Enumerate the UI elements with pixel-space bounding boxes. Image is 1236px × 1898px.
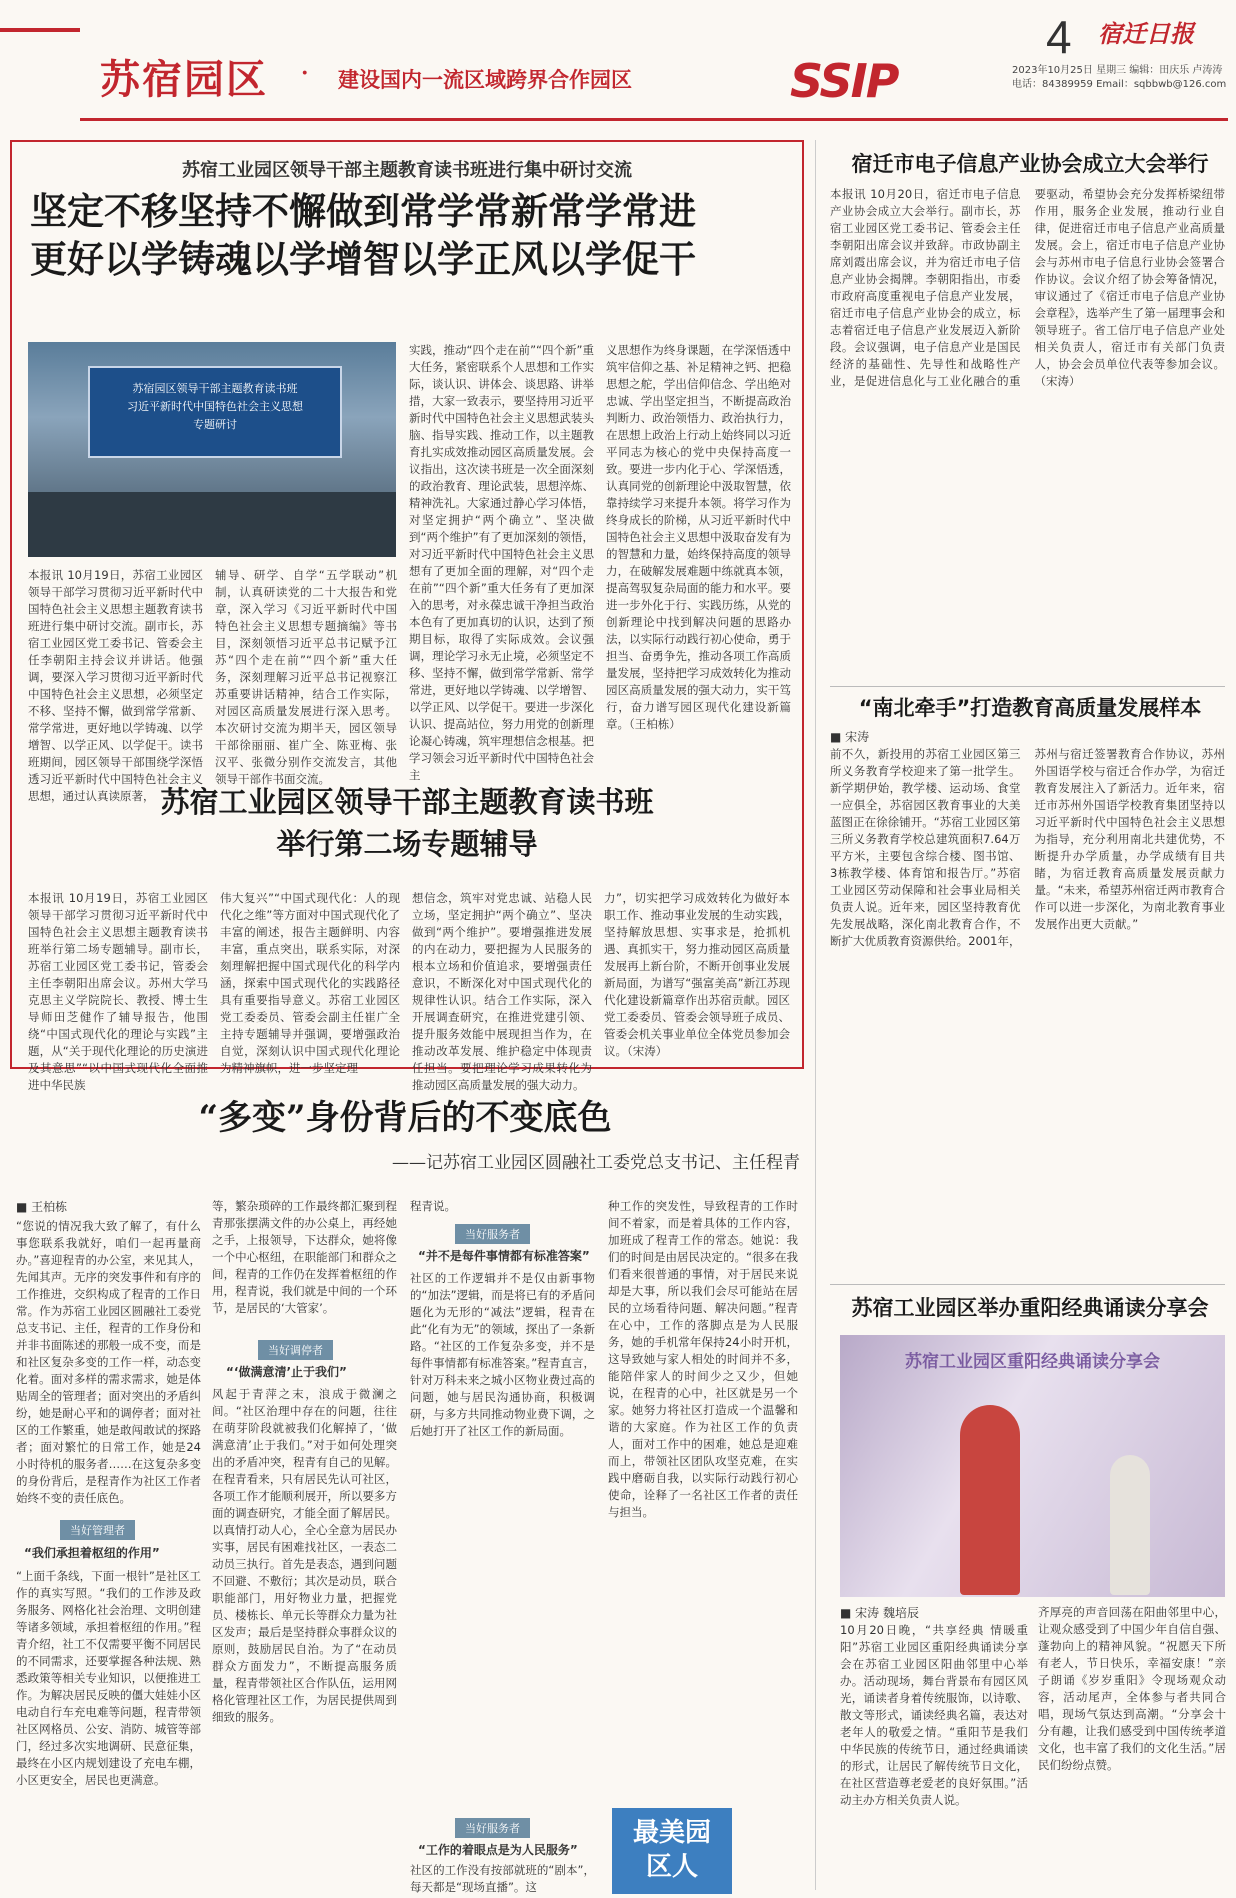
page-header (0, 0, 1236, 108)
feature-col1-text2: “上面千条线，下面一根针”是社区工作的真实写照。“我们的工作涉及政务服务、网格化社会治理、文明创建等诸多领域，承担着枢纽的作用。”程青介绍，社工不仅需要平衡不同居民的不同需求，还要掌握各种法规、熟悉政策等相关专业知识，以便推进工作。为解决居民反映的僵大娃娃小区电动自行车充电难等问题，程青带领社区网格员、公安、消防、城管等部门，经过多次实地调研、民意征集，最终在小区内规划建设了充电车棚，小区更安全，居民也更满意。 (16, 1569, 201, 1787)
feature-col1-text: “您说的情况我大致了解了，有什么事您联系我就好，咱们一起再量商办。”喜迎程青的办公室，来见其人，先闻其声。无序的突发事件和有序的工作推进，交织构成了程青的工作日常。作为苏宿工业园区圆融社工委党总支书记、主任，程青的工作身份和并非书面陈述的那般一成不变，而是和社区复杂多变的工作一样，动态变化着。面对多样的需求需求，她是体贴周全的管理者；面对突出的矛盾纠纷，她是耐心平和的调停者；面对社区的工作繁重，她是敢闯敢试的探路者；面对繁忙的日常工作，她是24小时待机的服务者……在这复杂多变的身份背后，是程青作为社区工作者始终不变的责任底色。 (16, 1219, 201, 1505)
feature-col3-tag2: 当好服务者 (455, 1818, 530, 1838)
feature-col1-tag: 当好管理者 (60, 1520, 135, 1540)
section-slogan: 建设国内一流区域跨界合作园区 (338, 67, 632, 92)
second-body-col2: 伟大复兴”“中国式现代化：人的现代化之维”等方面对中国式现代化了丰富的阐述，报告主题鲜明、内容丰富，重点突出，联系实际，对深刻理解把握中国式现代化的科学内涵，探索中国式现代化的实践路径具有重要指导意义。苏宿工业园区党工委委员、管委会副主任崔广全主持专题辅导并强调，要增强政治自觉，深刻认识中国式现代化理论为精神旗帜，进一步坚定理 (220, 891, 400, 1075)
right-divider2 (830, 1284, 1225, 1285)
main-body-col1: 本报讯 10月19日，苏宿工业园区领导干部学习贯彻习近平新时代中国特色社会主义思想主题教育读书班进行集中研讨交流。副市长，苏宿工业园区党工委书记、管委会主任李朝阳主持会议并讲话。他强调，要深入学习贯彻习近平新时代中国特色社会主义思想，必须坚定不移、坚持不懈，做到常学常新、常学常进，更好地以学铸魂、以学增智、以学正风、以学促干。读书班期间，园区领导干部围绕学深悟透习近平新时代中国特色社会主义思想，通过认真读原著， (28, 568, 203, 803)
header-accent-bar (0, 28, 80, 32)
feature-col3-subhead: “并不是每件事情都有标准答案” (418, 1249, 590, 1263)
second-body-col4: 力”，切实把学习成效转化为做好本职工作、推动事业发展的生动实践，坚持解放思想、实事求是，抢抓机遇、真抓实干，努力推动园区高质量发展再上新台阶，不断开创事业发展新局面，为谱写“强富美高”新江苏现代化建设新篇章作出苏宿贡献。园区党工委委员、管委会领导班子成员、管委会机关事业单位全体党员参加会议。（宋涛） (604, 891, 790, 1058)
seminar-photo (28, 342, 396, 557)
recital-banner: 苏宿工业园区重阳经典诵读分享会 (905, 1352, 1160, 1372)
main-title-line1: 坚定不移坚持不懈做到常学常新常学常进 (30, 190, 696, 233)
best-park-people-badge (612, 1808, 732, 1894)
audience (28, 492, 396, 557)
main-title-line2: 更好以学铸魂以学增智以学正风以学促干 (30, 238, 696, 281)
feature-col4-text: 种工作的突发性，导致程青的工作时间不着家，而是着具体的工作内容，加班成了程青工作的常态。她说：我们的时间是由居民决定的。“很多在我们看来很普通的事情，对于居民来说却是大事，所以我们会尽可能站在居民的立场看待问题、解决问题。”程青在心中，工作的落脚点是为人民服务，她的手机常年保持24小时开机，这导致她与家人相处的时间并不多，能陪伴家人的时间少之又少，但她说，在程青的心中，社区就是另一个家。她努力将社区打造成一个温馨和谐的大家庭。作为社区工作的负责人，面对工作中的困难，她总是迎难而上，带领社区团队攻坚克难，在实践中磨砺自我，以实际行动践行初心使命，诠释了一名社区工作者的责任与担当。 (608, 1199, 798, 1519)
right-article3-author-name: 宋涛 魏培辰 (855, 1606, 919, 1620)
phone-line: 电话：84389959 Email：sqbbwb@126.com (1012, 79, 1227, 90)
feature-col2-tag: 当好调停者 (258, 1340, 333, 1360)
second-title-line1: 苏宿工业园区领导干部主题教育读书班 (160, 785, 654, 819)
right-article3-author: ■ 宋涛 魏培辰 (840, 1606, 919, 1620)
right-article2-title: “南北牵手”打造教育高质量发展样本 (858, 696, 1202, 720)
feature-title: “多变”身份背后的不变底色 (198, 1098, 612, 1138)
banner-line2: 习近平新时代中国特色社会主义思想 (127, 400, 303, 413)
date-line: 2023年10月25日 星期三 编辑：田庆乐 卢涛涛 (1012, 65, 1223, 76)
best-park-people-text: 最美园区人 (632, 1818, 711, 1882)
feature-subtitle: ——记苏宿工业园区圆融社工委党总支书记、主任程青 (392, 1153, 800, 1173)
ssip-logo (790, 54, 897, 108)
right-article1-title: 宿迁市电子信息产业协会成立大会举行 (851, 152, 1209, 176)
feature-col3-text: 程青说。 (410, 1199, 456, 1213)
feature-col2-subhead: “‘做满意清’止于我们” (226, 1365, 347, 1379)
main-article-box (10, 140, 804, 1092)
second-body-col1: 本报讯 10月19日，苏宿工业园区领导干部学习贯彻习近平新时代中国特色社会主义思想主题教育读书班举行第二场专题辅导。副市长，苏宿工业园区党工委书记，管委会主任李朝阳出席会议。苏州大学马克思主义学院院长、教授、博士生导师田芝健作了辅导报告，他围绕“中国式现代化的理论与实践”主题，从“关于现代化理论的历史演进及其意思”“以中国式现代化全面推进中华民族 (28, 891, 208, 1092)
ssip-logo-text: SSIP (790, 54, 898, 108)
section-name: 苏宿园区 (100, 56, 268, 103)
feature-author: ■ 王柏栋 (16, 1200, 68, 1214)
second-title-line2: 举行第二场专题辅导 (276, 827, 538, 861)
performer-figure (960, 1405, 1020, 1595)
second-body-col3: 想信念，筑牢对党忠诚、站稳人民立场，坚定拥护“两个确立”、坚决做到“两个维护”。要增强推进发展的内在动力，要把握为人民服务的根本立场和价值追求，要增强责任意识，不断深化对中国式现代化的规律性认识。结合工作实际，深入开展调查研究，在推进党建引领、提升服务效能中展现担当作为，在推动改革发展、维护稳定中体现责任担当。要把理论学习成果转化为推动园区高质量发展的强大动力。 (412, 891, 592, 1092)
main-body-col2: 辅导、研学、自学“五学联动”机制，认真研读党的二十大报告和党章，深入学习《习近平新时代中国特色社会主义思想专题摘编》等书目，深刻领悟习近平总书记赋予江苏“四个走在前”“四个新”重大任务，深刻理解习近平总书记视察江苏重要讲话精神，结合工作实际，对园区高质量发展进行深入思考。本次研讨交流为期半天，园区领导干部徐丽丽、崔广全、陈亚梅、张汉平、张微分别作交流发言，其他领导干部作书面交流。 (215, 568, 397, 786)
right-article2-body: 前不久，新投用的苏宿工业园区第三所义务教育学校迎来了第一批学生。新学期伊始，教学楼、运动场、食堂一应俱全，苏宿园区教育事业的大美蓝图正在徐徐铺开。“苏宿工业园区第三所义务教育学校总建筑面积7.64万平方米，主要包含综合楼、图书馆、3栋教学楼、体育馆和报告厅。”苏宿工业园区劳动保障和社会事业局相关负责人说。近年来，园区坚持教育优先发展战略，深化南北教育合作，不断扩大优质教育资源供给。2001年，苏州与宿迁签署教育合作协议，苏州外国语学校与宿迁合作办学，为宿迁教育发展注入了新活力。近年来，宿迁市苏州外国语学校教育集团坚持以习近平新时代中国特色社会主义思想为指导，充分利用南北共建优势，不断提升办学质量，办学成绩有目共睹，为宿迁教育高质量发展贡献力量。“未来，希望苏州宿迁两市教育合作可以进一步深化，为南北教育事业发展作出更大贡献。” (830, 747, 1225, 948)
right-divider1 (830, 686, 1225, 687)
main-kicker: 苏宿工业园区领导干部主题教育读书班进行集中研讨交流 (182, 160, 632, 181)
right-article1-body: 本报讯 10月20日，宿迁市电子信息产业协会成立大会举行。副市长，苏宿工业园区党工委书记、管委会主任李朝阳出席会议并致辞。市政协副主席刘霞出席会议，并为宿迁市电子信息产业协会揭牌。李朝阳指出，市委市政府高度重视电子信息产业发展，宿迁市电子信息产业协会的成立，标志着宿迁电子信息产业发展迈入新阶段。会议强调，电子信息产业是国民经济的基础性、先导性和战略性产业，是促进信息化与工业化融合的重要驱动，希望协会充分发挥桥梁纽带作用，服务企业发展，推动行业自律，促进宿迁市电子信息产业高质量发展。会上，宿迁市电子信息产业协会与苏州市电子信息行业协会签署合作协议。会议介绍了协会筹备情况，审议通过了《宿迁市电子信息产业协会章程》，选举产生了第一届理事会和领导班子。省工信厅电子信息产业处相关负责人，宿迁市有关部门负责人，协会会员单位代表等参加会议。（宋涛） (830, 187, 1225, 388)
right-article3-title: 苏宿工业园区举办重阳经典诵读分享会 (851, 1296, 1209, 1320)
column-separator (815, 140, 816, 1890)
child-performer-figure (1110, 1455, 1150, 1595)
main-body-col3: 实践，推动“四个走在前”“四个新”重大任务，紧密联系个人思想和工作实际，谈认识、讲体会、谈思路、讲举措，大家一致表示，要坚持用习近平新时代中国特色社会主义思想武装头脑、指导实践、推动工作，以主题教育扎实成效推动园区高质量发展。会议指出，这次读书班是一次全面深刻的政治教育、理论武装，思想淬炼、精神洗礼。大家通过静心学习体悟，对坚定拥护“两个确立”、坚决做到“两个维护”有了更加深刻的领悟，对习近平新时代中国特色社会主义思想有了更加全面的理解，对“四个走在前”“四个新”重大任务有了更加深入的思考，对永葆忠诚干净担当政治本色有了更加真切的认识，达到了预期目标，取得了实际成效。会议强调，理论学习永无止境，必须坚定不移、坚持不懈，做到常学常新、常学常进，更好地以学铸魂、以学增智、以学正风、以学促干。要进一步深化认识、提高站位，努力用党的创新理论凝心铸魂，筑牢理想信念根基。把学习领会习近平新时代中国特色社会主 (409, 343, 594, 782)
seminar-banner (88, 366, 342, 458)
right-article2-author: ■ 宋涛 (830, 730, 870, 744)
feature-col2-text2: 风起于青萍之末，浪成于微澜之间。“社区治理中存在的问题，往往在萌芽阶段就被我们化解掉了，‘做满意清’止于我们。”对于如何处理突出的矛盾冲突，程青有自己的见解。在程青看来，只有居民先认可社区，各项工作才能顺利展开，所以要多方面的调查研究，才能全面了解居民。以真情打动人心，全心全意为居民办实事，居民有困难找社区，一表态二动员三执行。首先是表态，遇到问题不回避、不敷衍；其次是动员，联合职能部门，用好物业力量，把握党员、楼栋长、单元长等群众力量为社区发声；最后是坚持群众事群众议的原则，鼓励居民自治。为了“在动员群众方面发力”，不断提高服务质量，程青带领社区合作队伍，运用网格化管理社区工作，为居民提供周到细致的服务。 (212, 1387, 397, 1724)
feature-col2-text: 等，繁杂琐碎的工作最终都汇聚到程青那张摆满文件的办公桌上，再经她之手，上报领导，下达群众，她将像一个中心枢纽，在职能部门和群众之间，程青的工作仍在发挥着枢纽的作用，程青说，我们就是中间的一个环节，是居民的‘大管家’。 (212, 1199, 397, 1315)
page-number: 4 (1046, 11, 1072, 63)
right-article2-author-name: 宋涛 (845, 730, 870, 744)
main-body-col4: 义思想作为终身课题，在学深悟透中筑牢信仰之基、补足精神之钙、把稳思想之舵，学出信仰信念、学出绝对忠诚、学出坚定担当，不断提高政治判断力、政治领悟力、政治执行力，在思想上政治上行动上始终同以习近平同志为核心的党中央保持高度一致。要进一步内化于心、学深悟透，认真同党的创新理论中汲取智慧，依靠持续学习来提升本领。将学习作为终身成长的阶梯，从习近平新时代中国特色社会主义思想中汲取奋发有为的智慧和力量，始终保持高度的领导力，在破解发展难题中练就真本领，提高驾驭复杂局面的能力和水平。要进一步外化于行、实践历练，从党的创新理论中找到解决问题的思路办法，以实际行动践行初心使命，勇于担当、奋勇争先，推动各项工作高质量发展，坚持把学习成效转化为推动园区高质量发展的强大动力，实干笃行，奋力谱写园区现代化建设新篇章。（王柏栋） (606, 343, 791, 731)
header-rule (80, 118, 1228, 121)
recital-photo (840, 1335, 1225, 1597)
section-dot: · (300, 56, 310, 91)
banner-line3: 专题研讨 (193, 418, 237, 431)
feature-col3-tag: 当好服务者 (455, 1224, 530, 1244)
edition-info (1012, 64, 1227, 92)
feature-col3-subhead2: “工作的着眼点是为人民服务” (418, 1843, 578, 1857)
feature-col1-subhead: “我们承担着枢纽的作用” (24, 1546, 160, 1560)
newspaper-name: 宿迁日报 (1098, 19, 1194, 48)
feature-col3-text2: 社区的工作逻辑并不是仅由新事物的“加法”逻辑，而是将已有的矛盾问题化为无形的“减法”逻辑，程青在此“化有为无”的领域，探出了一条新路。“社区的工作复杂多变，并不是每件事情都有标准答案。”程青直言，针对万科未来之城小区物业费过高的问题，她与居民沟通协商，积极调研，与多方共同推动物业费下调，之后她打开了社区工作的新局面。 (410, 1271, 595, 1438)
banner-line1: 苏宿园区领导干部主题教育读书班 (132, 382, 298, 395)
feature-author-name: 王柏栋 (31, 1200, 68, 1214)
right-article3-body-col1: 10月20日晚，“共享经典 情暖重阳”苏宿工业园区重阳经典诵读分享会在苏宿工业园区阳曲邻里中心举办。活动现场，舞台背景布有园区风光，诵读者身着传统服饰，以诗歌、散文等形式，诵读经典名篇，表达对老年人的敬爱之情。“重阳节是我们中华民族的传统节日，通过经典诵读的形式，让居民了解传统节日文化，在社区营造尊老爱老的良好氛围。”活动主办方相关负责人说。 (840, 1623, 1028, 1807)
feature-col3-text3: 社区的工作没有按部就班的“剧本”，每天都是“现场直播”。这 (410, 1863, 595, 1894)
right-article3-body-col2: 齐厚亮的声音回荡在阳曲邻里中心，让观众感受到了中国少年自信自强、蓬勃向上的精神风貌。“祝愿天下所有老人，节日快乐，幸福安康！”亲子朗诵《岁岁重阳》令现场观众动容，活动尾声，全体参与者共同合唱，现场气氛达到高潮。“分享会十分有趣，让我们感受到中国传统孝道文化，也丰富了我们的文化生活。”居民们纷纷点赞。 (1038, 1605, 1226, 1772)
